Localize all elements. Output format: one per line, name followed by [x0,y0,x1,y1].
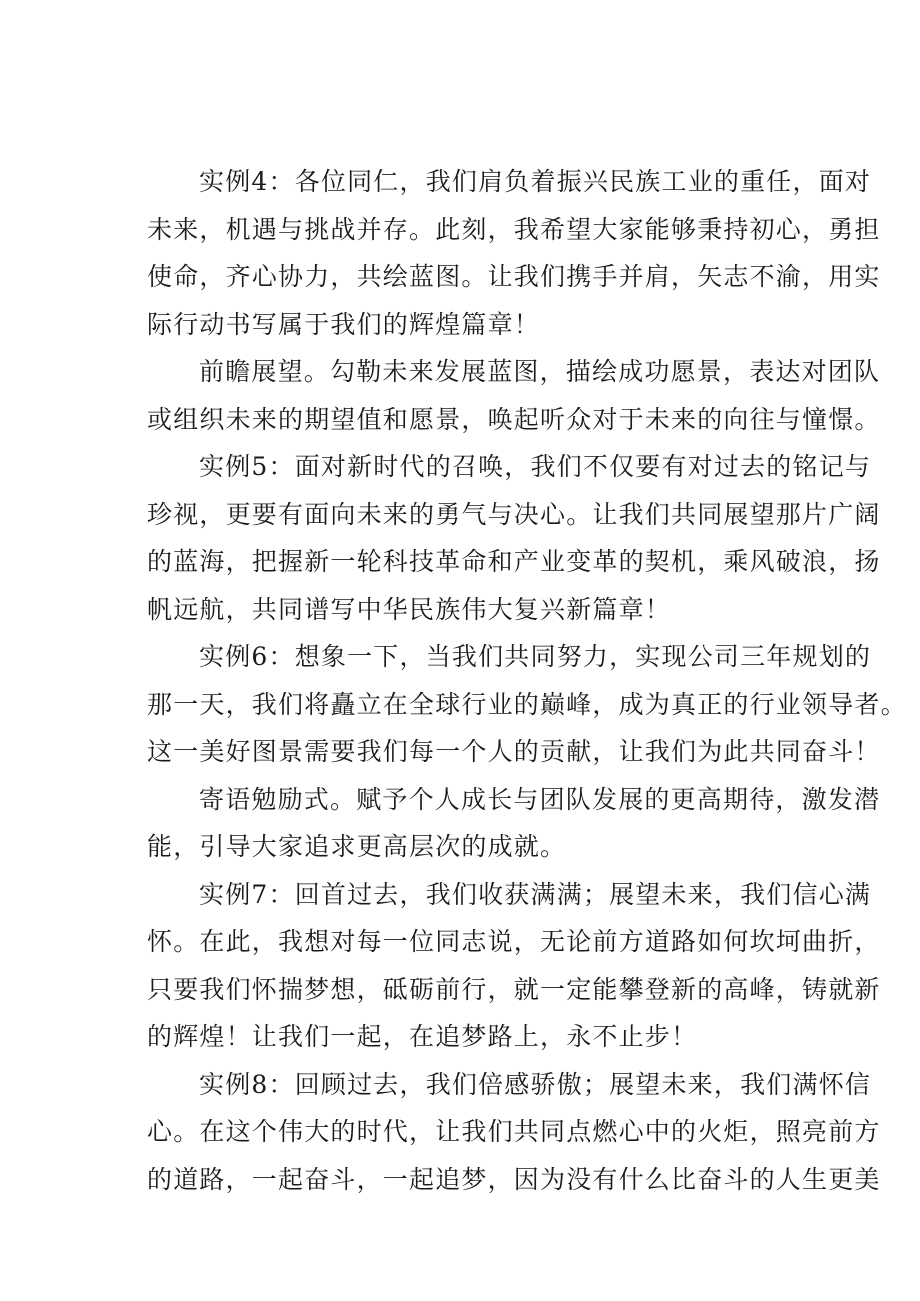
paragraph-forward-looking [147,348,881,443]
text-line: 实例6：想象一下，当我们共同努力，实现公司三年规划的 [199,642,872,671]
text-line: 那一天，我们将矗立在全球行业的巅峰，成为真正的行业领导者。 [147,689,907,719]
text-line: 珍视，更要有面向未来的勇气与决心。让我们共同展望那片广阔 [147,499,881,529]
text-line: 实例4：各位同仁，我们肩负着振兴民族工业的重任，面对 [199,167,872,196]
text-line: 实例5：面对新时代的召唤，我们不仅要有对过去的铭记与 [199,452,872,481]
text-line: 这一美好图景需要我们每一个人的贡献，让我们为此共同奋斗！ [147,737,881,766]
paragraph-example-6 [147,633,907,776]
paragraph-example-4 [147,158,881,348]
text-line: 或组织未来的期望值和愿景，唤起听众对于未来的向往与憧憬。 [147,404,881,434]
text-line: 使命，齐心协力，共绘蓝图。让我们携手并肩，矢志不渝，用实 [147,262,881,291]
document-body [147,158,907,1203]
text-line: 寄语勉励式。赋予个人成长与团队发展的更高期待，激发潜 [199,784,881,814]
text-line: 只要我们怀揣梦想，砥砺前行，就一定能攀登新的高峰，铸就新 [147,974,881,1004]
text-line: 未来，机遇与挑战并存。此刻，我希望大家能够秉持初心，勇担 [147,214,881,244]
paragraph-example-8 [147,1061,881,1204]
text-line: 能，引导大家追求更高层次的成就。 [147,832,567,861]
text-line: 心。在这个伟大的时代，让我们共同点燃心中的火炬，照亮前方 [147,1117,881,1146]
text-line: 实例8：回顾过去，我们倍感骄傲；展望未来，我们满怀信 [199,1069,872,1099]
text-line: 的蓝海，把握新一轮科技革命和产业变革的契机，乘风破浪，扬 [147,547,881,576]
text-line: 的道路，一起奋斗，一起追梦，因为没有什么比奋斗的人生更美 [147,1164,881,1194]
text-line: 怀。在此，我想对每一位同志说，无论前方道路如何坎坷曲折， [147,927,881,956]
text-line: 前瞻展望。勾勒未来发展蓝图，描绘成功愿景，表达对团队 [199,357,881,386]
paragraph-encouragement [147,776,881,871]
text-line: 实例7：回首过去，我们收获满满；展望未来，我们信心满 [199,879,872,909]
paragraph-example-7 [147,871,881,1061]
text-line: 的辉煌！让我们一起，在追梦路上，永不止步！ [147,1022,698,1051]
text-line: 际行动书写属于我们的辉煌篇章！ [147,309,541,339]
text-line: 帆远航，共同谱写中华民族伟大复兴新篇章！ [147,594,672,624]
paragraph-example-5 [147,443,881,633]
